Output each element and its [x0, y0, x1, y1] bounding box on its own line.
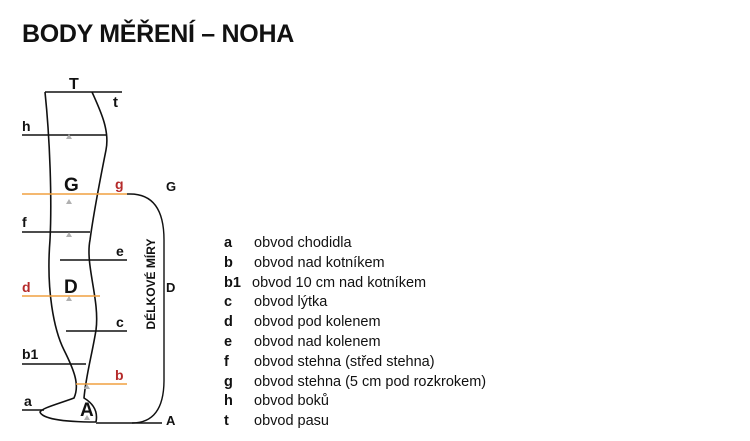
legend-key: d	[224, 314, 233, 331]
legend-text: obvod lýtka	[254, 294, 328, 311]
leg-outline-front	[84, 92, 107, 422]
top-side-label: t	[113, 94, 118, 111]
label-c: c	[116, 314, 124, 330]
legend-key: e	[224, 333, 233, 350]
bracket-point-a: A	[166, 413, 176, 428]
label-a: a	[24, 393, 32, 409]
legend-text: obvod stehna (střed stehna)	[254, 353, 435, 370]
legend-key: t	[224, 413, 229, 430]
bracket-label: DÉLKOVÉ MÍRY	[144, 238, 158, 330]
legend-key: c	[224, 294, 233, 311]
legend-item-b	[224, 254, 486, 274]
legend-text: obvod pod kolenem	[254, 314, 381, 331]
legend-text: obvod nad kolenem	[254, 333, 381, 350]
label-f: f	[22, 214, 27, 230]
legend-text: obvod 10 cm nad kotníkem	[252, 274, 427, 291]
zone-label-g: G	[64, 175, 79, 196]
bracket-point-g: G	[166, 179, 177, 194]
label-g: g	[115, 176, 124, 192]
legend-text: obvod stehna (5 cm pod rozkrokem)	[254, 373, 487, 390]
page-title: BODY MĚŘENÍ – NOHA	[22, 20, 294, 48]
legend-item-b1	[224, 274, 486, 294]
arrow-mark	[66, 199, 72, 204]
legend-item-a	[224, 234, 486, 254]
label-b1: b1	[22, 346, 39, 362]
legend-key: h	[224, 393, 233, 410]
legend-text: obvod pasu	[254, 413, 329, 430]
legend-item-f	[224, 353, 486, 373]
legend-text: obvod nad kotníkem	[254, 254, 385, 271]
label-d: d	[22, 279, 31, 295]
legend-key: b	[224, 254, 233, 271]
legend-key: a	[224, 235, 233, 251]
legend-item-d	[224, 313, 486, 333]
legend-item-c	[224, 293, 486, 313]
arrow-mark	[66, 232, 72, 237]
label-b: b	[115, 367, 124, 383]
legend-item-e	[224, 333, 486, 353]
legend-item-h	[224, 392, 486, 412]
label-h: h	[22, 118, 31, 134]
legend-key: f	[224, 353, 229, 370]
legend-key: b1	[224, 274, 241, 291]
zone-label-d: D	[64, 277, 78, 298]
top-label: T	[69, 76, 79, 93]
bracket-point-d: D	[166, 280, 176, 295]
zone-label-a: A	[80, 400, 94, 421]
legend-text: obvod boků	[254, 393, 329, 410]
legend-key: g	[224, 373, 233, 390]
label-e: e	[116, 243, 124, 259]
legend-item-g	[224, 373, 486, 393]
measurement-legend	[224, 234, 486, 432]
legend-text: obvod chodidla	[254, 235, 352, 251]
legend-item-t	[224, 412, 486, 432]
